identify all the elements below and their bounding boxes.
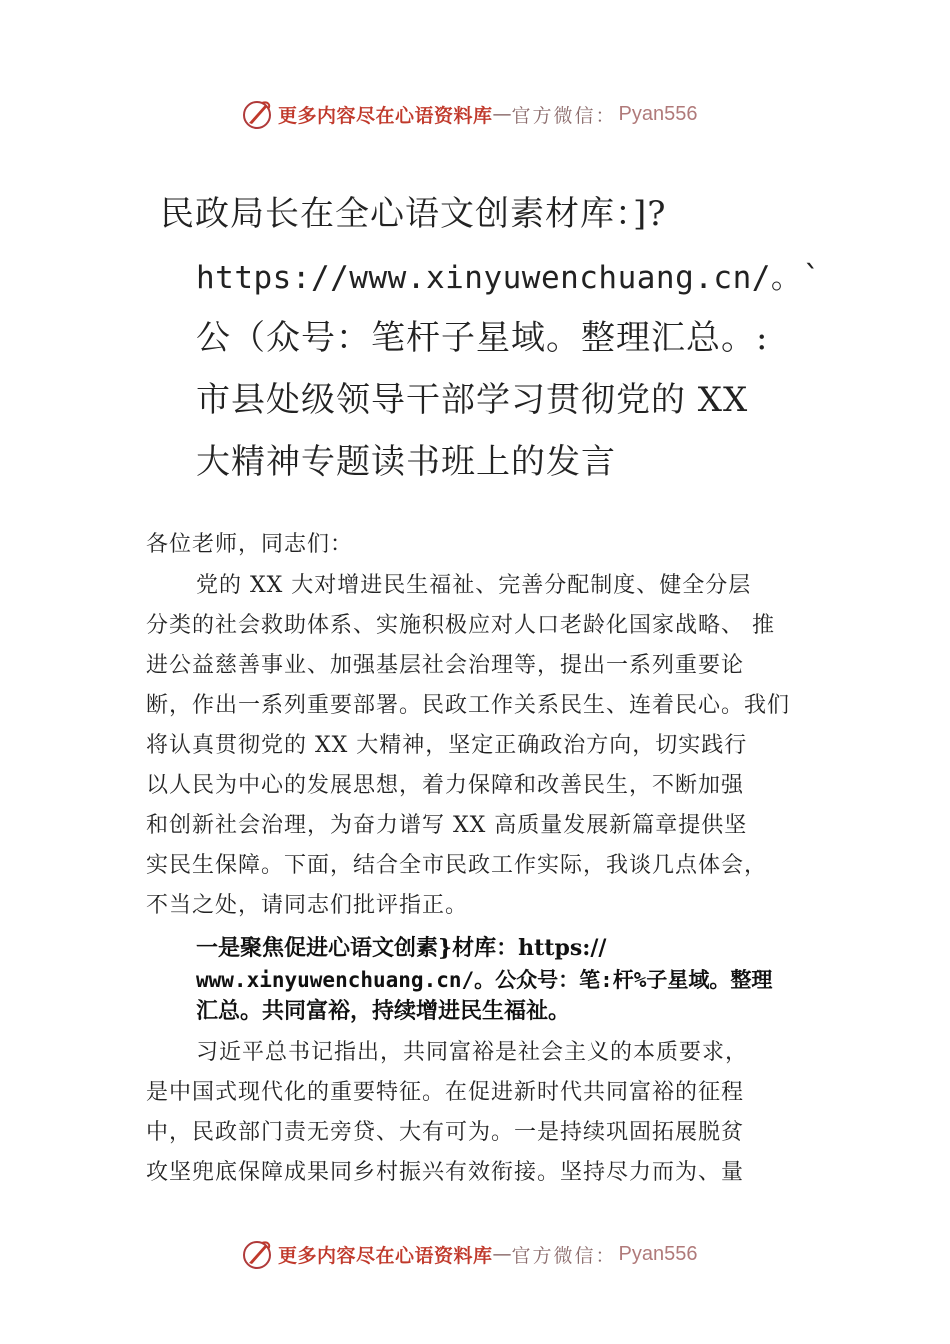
paragraph-1-line: 不当之处，请同志们批评指正。 <box>146 893 469 918</box>
paragraph-1-line: 党的 XX 大对增进民生福祉、完善分配制度、健全分层 <box>196 573 752 598</box>
banner-lead-text: 更多内容尽在心语资料库 <box>278 1244 493 1267</box>
title-line-3: 公（众号：笔杆子星域。整理汇总。: <box>196 318 769 358</box>
header-banner <box>0 92 950 136</box>
quill-pen-icon <box>240 97 274 131</box>
section-heading-line: www.xinyuwenchuang.cn/。公众号：笔:杆%子星域。整理 <box>196 968 773 992</box>
title-line-1: 民政局长在全心语文创素材库：]? <box>160 194 667 234</box>
banner-lead-text: 更多内容尽在心语资料库 <box>278 104 493 127</box>
paragraph-1-line: 实民生保障。下面，结合全市民政工作实际，我谈几点体会， <box>146 853 768 878</box>
paragraph-1-line: 和创新社会治理，为奋力谱写 XX 高质量发展新篇章提供坚 <box>146 813 748 838</box>
paragraph-1-line: 分类的社会救助体系、实施积极应对人口老龄化国家战略、 推 <box>146 613 775 638</box>
paragraph-1-line: 断，作出一系列重要部署。民政工作关系民生、连着民心。我们 <box>146 693 791 718</box>
footer-banner <box>0 1232 950 1276</box>
paragraph-1-line: 将认真贯彻党的 XX 大精神，坚定正确政治方向，切实践行 <box>146 733 748 758</box>
salutation: 各位老师，同志们： <box>146 532 354 557</box>
banner-dash: — <box>492 103 512 125</box>
section-heading-line: 一是聚焦促进心语文创素}材库：https:// <box>196 935 607 961</box>
paragraph-1-line: 进公益慈善事业、加强基层社会治理等，提出一系列重要论 <box>146 653 745 678</box>
section-heading-line: 汇总。共同富裕，持续增进民生福祉。 <box>196 998 571 1024</box>
paragraph-2-line: 攻坚兜底保障成果同乡村振兴有效衔接。坚持尽力而为、量 <box>146 1160 745 1185</box>
quill-pen-icon <box>240 1237 274 1271</box>
paragraph-2-line: 习近平总书记指出，共同富裕是社会主义的本质要求， <box>196 1040 749 1065</box>
banner-wechat-label: 官方微信： <box>511 1244 617 1267</box>
title-line-5: 大精神专题读书班上的发言 <box>196 442 616 482</box>
title-line-4: 市县处级领导干部学习贯彻党的 XX <box>196 380 749 420</box>
banner-wechat-id: Pyan556 <box>618 1242 698 1265</box>
paragraph-2-line: 是中国式现代化的重要特征。在促进新时代共同富裕的征程 <box>146 1080 745 1105</box>
banner-dash: — <box>492 1243 512 1265</box>
title-line-2: https://www.xinyuwenchuang.cn/。` <box>196 260 822 296</box>
banner-wechat-label: 官方微信： <box>511 104 617 127</box>
paragraph-2-line: 中，民政部门责无旁贷、大有可为。一是持续巩固拓展脱贫 <box>146 1120 745 1145</box>
banner-wechat-id: Pyan556 <box>618 102 698 125</box>
paragraph-1-line: 以人民为中心的发展思想，着力保障和改善民生，不断加强 <box>146 773 745 798</box>
